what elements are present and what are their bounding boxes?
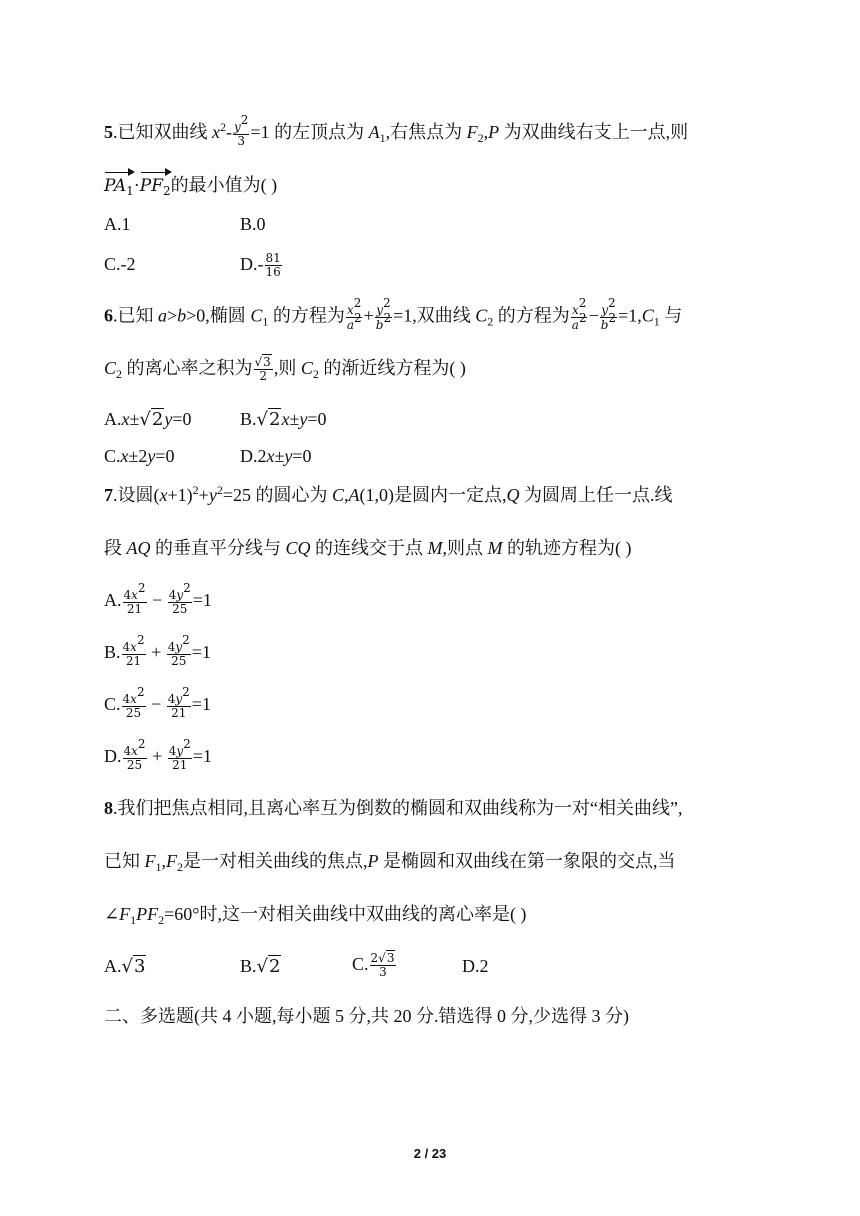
q7-option-a[interactable]: A. $\frac{4x^2}{21}$ − $\frac{4y^2}{25}$ =1 (104, 581, 212, 616)
q7-number: 7 (104, 485, 113, 505)
q6-line-2: $C_2$ 的离心率之积为 $\frac{√3}{2}$ ,则 $C_2$ 的渐近线方程为( ) (104, 355, 466, 384)
q6-number: 6 (104, 305, 113, 326)
page-number: 2 / 23 (413, 1146, 447, 1161)
q6-option-d[interactable]: D.2x±y=0 (240, 446, 312, 466)
section-heading-multi-choice: 二、多选题(共 4 小题,每小题 5 分,共 20 分.错选得 0 分,少选得 3 分) (104, 1006, 629, 1026)
q6-option-c[interactable]: C.x±2y=0 (104, 446, 175, 466)
q5-text: .已知双曲线 (113, 122, 212, 143)
q8-option-a[interactable]: A.√3 (104, 956, 146, 977)
q5-line-1: 5.已知双曲线 $x^2-$ $\frac{y^2}{3}$ =1 的左顶点为 $A_1$,右焦点为 $F_2,P$ 为双曲线右支上一点,则 (104, 113, 689, 148)
q8-option-c[interactable]: C. $\frac{2√3}{3}$ (352, 951, 395, 980)
q8-line-2: 已知 $F_1,F_2$是一对相关曲线的焦点,P 是椭圆和双曲线在第一象限的交点,当 (104, 851, 676, 874)
vector-pf2: $PF_2$ (139, 176, 171, 198)
vector-pa1: $PA_1$ (104, 176, 134, 198)
q8-option-b[interactable]: B.√2 (240, 956, 281, 977)
q7-line-2: 段 AQ 的垂直平分线与 CQ 的连线交于点 M,则点 M 的轨迹方程为( ) (104, 538, 632, 558)
q8-line-1: 8.我们把焦点相同,且离心率互为倒数的椭圆和双曲线称为一对“相关曲线”, (104, 798, 683, 818)
q5-option-b[interactable]: B.0 (240, 214, 266, 234)
q7-option-d[interactable]: D. $\frac{4x^2}{25}$ + $\frac{4y^2}{21}$ =1 (104, 737, 212, 772)
q5-option-c[interactable]: C.-2 (104, 254, 136, 274)
q5-number: 5 (104, 122, 113, 143)
q8-line-3: $\angle F_1PF_2=60^\circ$时,这一对相关曲线中双曲线的离心率是( ) (104, 904, 527, 927)
q5-option-d[interactable]: D.- $\frac{81}{16}$ (240, 251, 281, 280)
q7-option-b[interactable]: B. $\frac{4x^2}{21}$ + $\frac{4y^2}{25}$ =1 (104, 633, 211, 668)
q5-line-2: $PA_1\cdot PF_2$的最小值为( ) (104, 175, 278, 198)
q8-number: 8 (104, 798, 113, 818)
q5-fraction: $\frac{y^2}{3}$ (234, 113, 249, 148)
q6-option-a[interactable]: A.x±√2y=0 (104, 409, 192, 430)
q8-option-d[interactable]: D.2 (462, 956, 489, 976)
q7-line-1: 7.设圆$(x+1)^2+y^2=25$ 的圆心为 C,A(1,0)是圆内一定点,Q 为圆周上任一点.线 (104, 483, 673, 505)
q6-line-1: 6.已知 a>b>0,椭圆 $C_1$ 的方程为 $\frac{x^2}{a^2}$ + $\frac{y^2}{b^2}$ =1,双曲线 $C_2$ 的方程为 $\frac{x^2}{a^2}$ − $\frac{y^2}{b^2}$ $=1,C_1$ 与 (104, 296, 683, 332)
q5-option-a[interactable]: A.1 (104, 214, 131, 234)
q7-option-c[interactable]: C. $\frac{4x^2}{25}$ − $\frac{4y^2}{21}$ =1 (104, 685, 211, 720)
q6-option-b[interactable]: B.√2x±y=0 (240, 409, 327, 430)
